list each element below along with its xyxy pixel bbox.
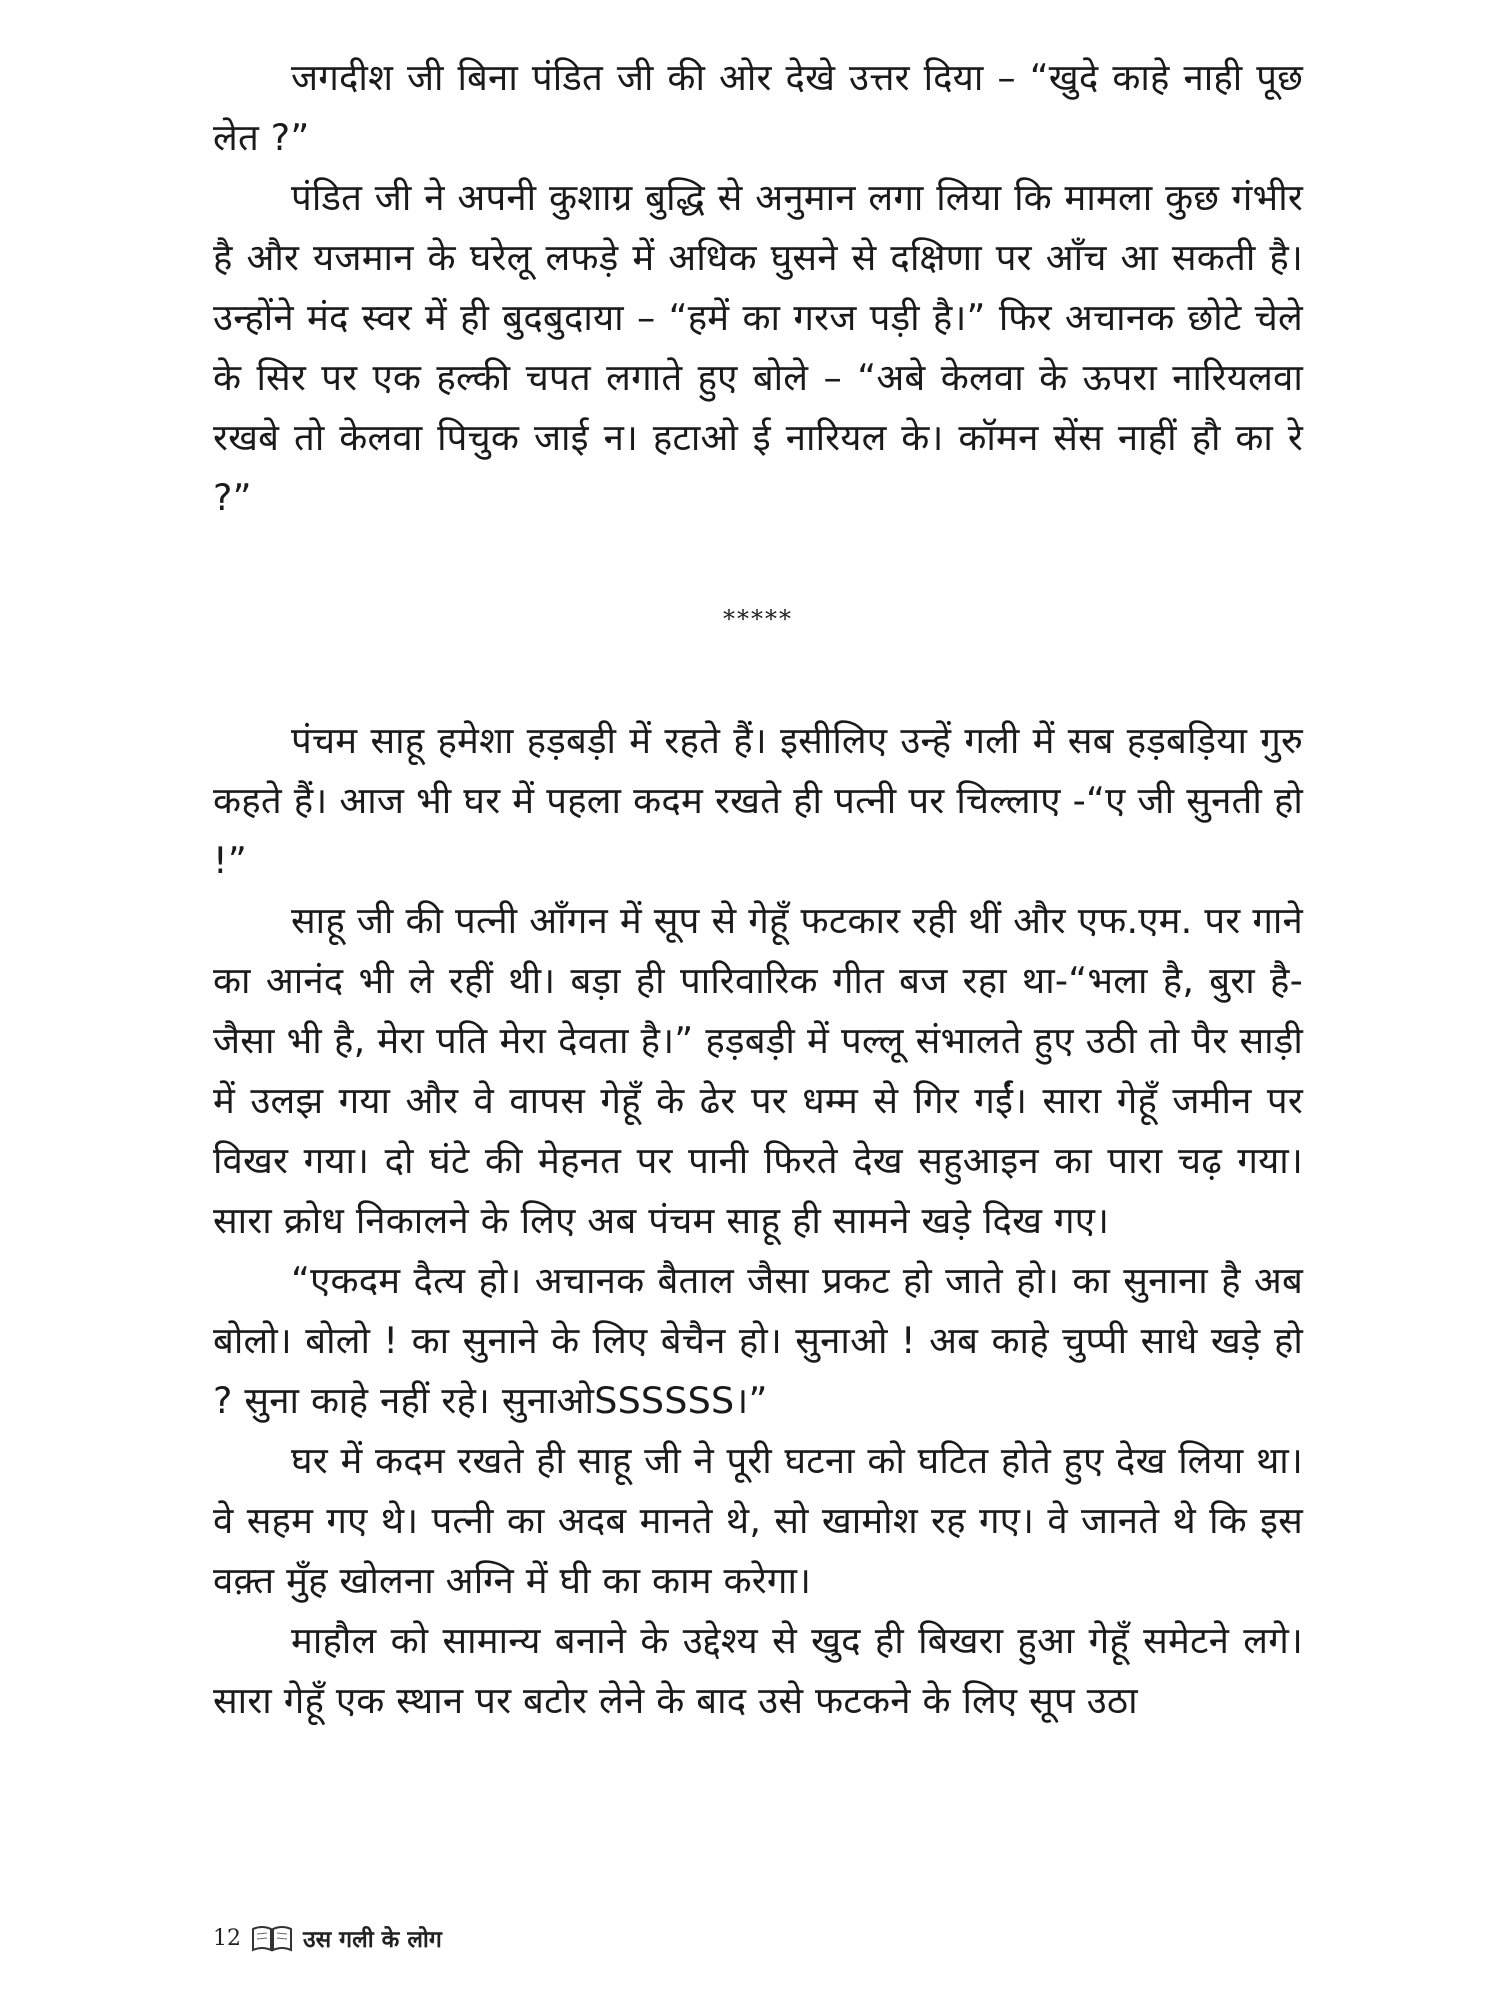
paragraph: पंडित जी ने अपनी कुशाग्र बुद्धि से अनुमान लगा लिया कि मामला कुछ गंभीर है और यजमान के घरेलू लफड़े में अधिक घुसने से दक्षिणा पर आँच आ सकती है। उन्होंने मंद स्वर में ही बुदबुदाया – “हमें का गरज पड़ी है।” फिर अचानक छोटे चेले के सिर पर एक हल्की चपत लगाते हुए बोले – “अबे केलवा के ऊपरा नारियलवा रखबे तो केलवा पिचुक जाई न। हटाओ ई नारियल के। कॉमन सेंस नाहीं हौ का रे ?” <box>213 176 1303 519</box>
section-1 <box>213 48 1303 528</box>
open-book-icon <box>251 1923 293 1953</box>
book-title: उस गली के लोग <box>303 1927 442 1953</box>
paragraph: “एकदम दैत्य हो। अचानक बैताल जैसा प्रकट हो जाते हो। का सुनाना है अब बोलो। बोलो ! का सुनाने के लिए बेचैन हो। सुनाओ ! अब काहे चुप्पी साधे खड़े हो ? सुना काहे नहीं रहे। सुनाओSSSSSS।” <box>213 1259 1303 1422</box>
paragraph: पंचम साहू हमेशा हड़बड़ी में रहते हैं। इसीलिए उन्हें गली में सब हड़बड़िया गुरु कहते हैं। आज भी घर में पहला कदम रखते ही पत्नी पर चिल्लाए -“ए जी सुनती हो !” <box>213 719 1303 882</box>
paragraph: साहू जी की पत्नी आँगन में सूप से गेहूँ फटकार रही थीं और एफ.एम. पर गाने का आनंद भी ले रहीं थी। बड़ा ही पारिवारिक गीत बज रहा था-“भला है, बुरा है-जैसा भी है, मेरा पति मेरा देवता है।” हड़बड़ी में पल्लू संभालते हुए उठी तो पैर साड़ी में उलझ गया और वे वापस गेहूँ के ढेर पर धम्म से गिर गईं। सारा गेहूँ जमीन पर विखर गया। दो घंटे की मेहनत पर पानी फिरते देख सहुआइन का पारा चढ़ गया। सारा क्रोध निकालने के लिए अब पंचम साहू ही सामने खड़े दिख गए। <box>213 899 1303 1242</box>
paragraph: जगदीश जी बिना पंडित जी की ओर देखे उत्तर दिया – “खुदे काहे नाही पूछ लेत ?” <box>213 56 1303 159</box>
paragraph: घर में कदम रखते ही साहू जी ने पूरी घटना को घटित होते हुए देख लिया था। वे सहम गए थे। पत्नी का अदब मानते थे, सो खामोश रह गए। वे जानते थे कि इस वक़्त मुँह खोलना अग्नि में घी का काम करेगा। <box>213 1439 1303 1602</box>
page-body <box>213 48 1303 1731</box>
page-footer <box>213 1918 442 1958</box>
page-number: 12 <box>213 1925 241 1951</box>
paragraph: माहौल को सामान्य बनाने के उद्देश्य से खुद ही बिखरा हुआ गेहूँ समेटने लगे। सारा गेहूँ एक स्थान पर बटोर लेने के बाद उसे फटकने के लिए सूप उठा <box>213 1619 1303 1722</box>
section-2 <box>213 711 1303 1731</box>
section-divider: ***** <box>723 605 793 633</box>
